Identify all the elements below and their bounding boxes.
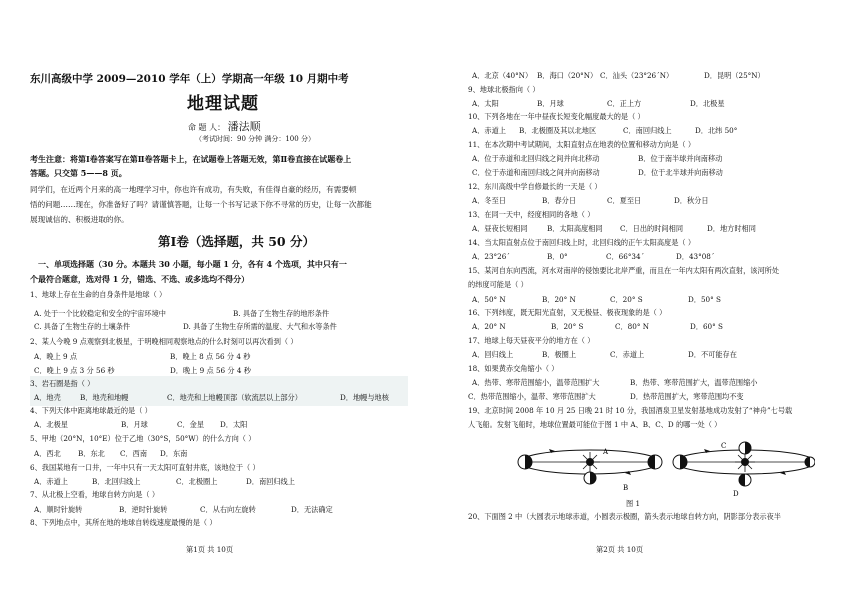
notice-line-1: 考生注意：将第Ⅰ卷答案写在第Ⅱ卷答题卡上，在试题卷上答题无效，第Ⅱ卷直接在试题卷上 (30, 154, 352, 164)
q3-option-d: D．地幔与地核 (340, 393, 389, 402)
intro-line-1: 同学们，在近两个月来的高一地理学习中，你也许有成功，有失败，有佳得自豪的经历，有需要顿 (30, 185, 357, 194)
intro-line-2: 悟的问题……现在，你准备好了吗？请谨慎答题，让每一个书写记录下你不寻常的历史，让每一次都能 (30, 200, 372, 209)
q16-option-a: A．20° N (472, 322, 506, 331)
author-line (188, 118, 261, 134)
figure-label-c: C (721, 442, 727, 450)
q7-option-d: D．无法确定 (291, 505, 333, 514)
author-label: 命 题 人： (188, 123, 226, 132)
q5-option-d: D．东南 (160, 449, 188, 458)
q17-option-b: B．极圈上 (542, 350, 577, 359)
figure-label-d: D (733, 490, 739, 498)
q9-option-c: C．正上方 (607, 99, 642, 108)
q6-option-c: C．北极圈上 (176, 477, 218, 486)
q13-option-c: C．日出的时间相同 (620, 224, 684, 233)
exam-meta: （考试时间：90 分钟 满分：100 分） (195, 135, 315, 143)
q11-option-c: C．位于赤道和南回归线之间并向南移动 (472, 168, 600, 177)
q18-option-d: D．热带范围扩大，寒带范围均不变 (630, 392, 744, 401)
q1-option-d: D. 具备了生物生存所需的温度、大气和水等条件 (183, 322, 337, 331)
q10-option-d: D．北纬 50° (695, 126, 738, 135)
question-19: 19、北京时间 2008 年 10 月 25 日晚 21 时 10 分，我国酒泉卫星发射基地成功发射了“神舟”七号载 (468, 406, 793, 415)
figure-label-b: B (623, 484, 629, 492)
q13-option-a: A．昼夜长短相同 (472, 224, 528, 233)
question-8: 8、下列地点中，其所在地的地球自转线速度最慢的是（ ） (30, 518, 217, 527)
earth-icon-d (673, 455, 687, 469)
q6-option-a: A．赤道上 (34, 477, 68, 486)
q8-option-a: A．北京（40°N） (472, 71, 533, 80)
question-7: 7、从北极上空看，地球自转方向是（ ） (30, 490, 160, 499)
q1-option-b: B. 具备了生物生存的地形条件 (233, 309, 330, 318)
question-4: 4、下列天体中距离地球最近的是（ ） (30, 406, 152, 415)
earth-icon-c (648, 455, 662, 469)
q1-option-c: C. 具备了生物生存的土壤条件 (34, 322, 131, 331)
q14-option-c: C．66°34´ (606, 252, 645, 261)
page-footer-left: 第1页 共 10页 (186, 545, 234, 554)
q4-option-c: C．金星 (177, 420, 205, 429)
q1-option-a: A. 处于一个比较稳定和安全的宇宙环境中 (34, 309, 166, 318)
q18-option-c: C．热带范围缩小，温带、寒带范围扩大 (468, 392, 596, 401)
question-3: 3、岩石圈是指（ ） (30, 379, 95, 388)
left-page (0, 0, 430, 596)
figure-label-a: A (603, 448, 609, 456)
question-14: 14、当太阳直射点位于南回归线上时，北回归线的正午太阳高度是（ ） (468, 238, 696, 247)
q5-option-a: A．西北 (34, 449, 61, 458)
q11-option-b: B．位于南半球并向南移动 (638, 154, 723, 163)
q9-option-d: D．北极星 (690, 99, 725, 108)
school-title: 东川高级中学 2009—2010 学年（上）学期高一年级 10 月期中考 (30, 73, 349, 85)
q16-option-d: D．60° S (690, 322, 723, 331)
q2-option-a: A．晚上 9 点 (34, 352, 78, 361)
q7-option-a: A．顺时针旋转 (34, 505, 83, 514)
q14-option-a: A．23°26´ (472, 252, 510, 261)
author-name: 潘法顺 (227, 120, 261, 133)
notice-line-2: 答题。只交第 5——8 页。 (30, 168, 127, 178)
q10-option-c: C．南回归线上 (623, 126, 672, 135)
question-12: 12、东川高级中学自修最长的一天是（ ） (468, 182, 602, 191)
question-11: 11、在本次期中考试期间，太阳直射点在地表的位置和移动方向是（ ） (468, 140, 696, 149)
sun-icon-right (735, 452, 755, 472)
q2-option-c: C．晚上 9 点 3 分 56 秒 (34, 366, 115, 375)
q14-option-d: D．43°08´ (676, 252, 715, 261)
question-20: 20、下面图 2 中（大圆表示地球赤道，小圆表示极圈，箭头表示地球自转方向，阴影部分表示夜半 (468, 512, 781, 521)
question-18: 18、如果黄赤交角缩小（ ） (468, 364, 559, 373)
q6-option-d: D．南回归线上 (246, 477, 295, 486)
q8-option-d: D．昆明（25°N） (704, 71, 765, 80)
q16-option-b: B．20° S (551, 322, 584, 331)
q11-option-a: A．位于赤道和北回归线之间并向北移动 (472, 154, 600, 163)
question-13: 13、在同一天中，经度相同的各地（ ） (468, 210, 595, 219)
earth-icon-f (739, 474, 751, 486)
q3-option-b: B．地壳和地幔 (80, 393, 129, 402)
q15-option-a: A．50° N (472, 295, 506, 304)
question-9: 9、地球北极指向（ ） (468, 85, 540, 94)
q6-option-b: B．北回归线上 (92, 477, 141, 486)
earth-icon-e (739, 442, 751, 454)
q12-option-b: B．春分日 (542, 196, 577, 205)
q4-option-b: B．月球 (121, 420, 148, 429)
question-17: 17、地球上每天昼夜平分的地方在（ ） (468, 336, 595, 345)
q7-option-b: B．逆时针旋转 (119, 505, 168, 514)
question-1: 1、地球上存在生命的自身条件是地球（ ） (30, 290, 167, 299)
exam-subject-title: 地理试题 (187, 94, 259, 114)
figure-1-orbit-diagram (515, 440, 815, 498)
q17-option-d: D．不可能存在 (688, 350, 737, 359)
q15-option-d: D．50° S (688, 295, 721, 304)
question-6: 6、我国某地有一口井，一年中只有一天太阳可直射井底，该地位于（ ） (30, 463, 260, 472)
q3-option-a: A．地壳 (34, 393, 61, 402)
q7-option-c: C．从右向左旋转 (200, 505, 256, 514)
q10-option-a: A．赤道上 (472, 126, 506, 135)
q3-option-c: C．地壳和上地幔顶部（软流层以上部分） (167, 393, 302, 402)
question-15: 15、某河自东向西流，河水对南岸的侵蚀要比北岸严重，而且在一年内太阳有两次直射，该河所处 (468, 266, 780, 275)
q18-option-a: A．热带、寒带范围缩小，温带范围扩大 (472, 378, 600, 387)
page-footer-right: 第2页 共 10页 (596, 545, 644, 554)
q12-option-c: C．夏至日 (607, 196, 642, 205)
q5-option-b: B．东北 (78, 449, 105, 458)
q15-option-b: B．20° N (542, 295, 576, 304)
q12-option-a: A．冬至日 (472, 196, 506, 205)
question-19-cont: 人飞船。发射飞船时，地球位置最可能位于图 1 中 A、B、C、D 的哪一处（ ） (468, 420, 722, 429)
part-title-line-2: 个最符合题意，选对得 1 分，错选、不选、或多选均不得分） (30, 274, 250, 284)
q14-option-b: B．0° (547, 252, 568, 261)
q2-option-b: B．晚上 8 点 56 分 4 秒 (170, 352, 251, 361)
question-16: 16、下列纬度，既无阳光直射，又无极昼、极夜现象的是（ ） (468, 308, 667, 317)
question-15-cont: 的纬度可能是（ ） (468, 280, 528, 289)
q11-option-d: D．位于北半球并向南移动 (638, 168, 723, 177)
earth-icon-g (805, 457, 815, 467)
q13-option-d: D．地方时相同 (707, 224, 756, 233)
q5-option-c: C．西南 (120, 449, 148, 458)
q12-option-d: D．秋分日 (674, 196, 709, 205)
question-5: 5、甲地（20°N，10°E）位于乙地（30°S，50°W）的什么方向（ ） (30, 434, 256, 443)
q9-option-a: A．太阳 (472, 99, 499, 108)
part-title-line-1: 一、单项选择题（30 分。本题共 30 小题，每小题 1 分，各有 4 个选项，其中只有一 (38, 259, 347, 269)
q17-option-c: C．赤道上 (610, 350, 645, 359)
q16-option-c: C．80° N (615, 322, 650, 331)
intro-line-3: 展现诚信的、积极进取的你。 (30, 215, 129, 224)
question-2: 2、某人今晚 9 点观察到北极星，于明晚相同观察地点的什么时刻可以再次看到（ ） (30, 337, 298, 346)
q4-option-a: A．北极星 (34, 420, 68, 429)
q8-option-b: B．海口（20°N） (537, 71, 598, 80)
q9-option-b: B．月球 (537, 99, 564, 108)
earth-icon-b (584, 472, 596, 484)
q8-option-c: C．汕头（23°26´N） (600, 71, 674, 80)
q15-option-c: C．20° S (610, 295, 643, 304)
earth-icon-a (518, 455, 532, 469)
q2-option-d: D．晚上 9 点 56 分 4 秒 (170, 366, 251, 375)
figure-1-caption: 图 1 (626, 499, 641, 508)
q18-option-b: B．热带、寒带范围扩大，温带范围缩小 (630, 378, 758, 387)
q4-option-d: D．太阳 (220, 420, 248, 429)
section-title: 第Ⅰ卷（选择题，共 50 分） (158, 234, 315, 249)
sun-icon-left (580, 452, 600, 472)
q13-option-b: B．太阳高度相同 (547, 224, 603, 233)
right-page (430, 0, 861, 596)
q10-option-b: B．北极圈及其以北地区 (519, 126, 597, 135)
question-10: 10、下列各地在一年中昼夜长短变化幅度最大的是（ ） (468, 112, 645, 121)
q17-option-a: A．回归线上 (472, 350, 514, 359)
